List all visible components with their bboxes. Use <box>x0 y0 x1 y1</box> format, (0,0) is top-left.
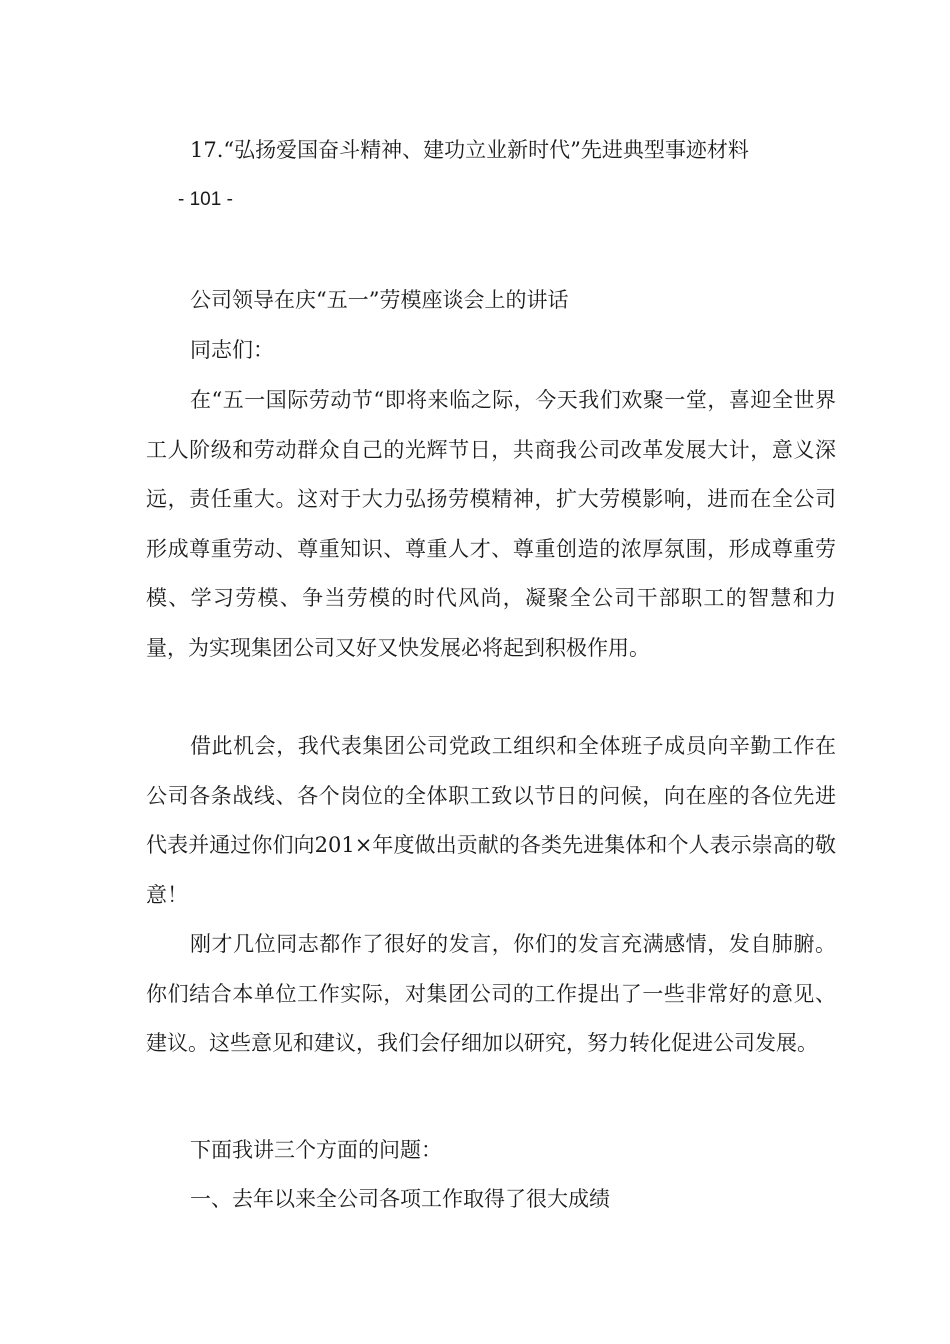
salutation: 同志们： <box>190 338 274 362</box>
intro-line: 下面我讲三个方面的问题： <box>190 1138 442 1162</box>
body-paragraph: 在“五一国际劳动节“即将来临之际，今天我们欢聚一堂，喜迎全世界工人阶级和劳动群众自己的光辉节日，共商我公司改革发展大计，意义深远，责任重大。这对于大力弘扬劳模精神，扩大劳模影响，进而在全公司形成尊重劳动、尊重知识、尊重人才、尊重创造的浓厚氛围，形成尊重劳模、学习劳模、争当劳模的时代风尚，凝聚全公司干部职工的智慧和力量，为实现集团公司又好又快发展必将起到积极作用。 <box>146 388 836 660</box>
body-paragraph: 借此机会，我代表集团公司党政工组织和全体班子成员向辛勤工作在公司各条战线、各个岗位的全体职工致以节日的问候，向在座的各位先进代表并通过你们向201×年度做出贡献的各类先进集体和个人表示崇高的敬意！ <box>146 734 836 907</box>
section-heading: 一、去年以来全公司各项工作取得了很大成绩 <box>190 1187 610 1211</box>
page-number: - 101 - <box>178 189 233 210</box>
body-paragraph: 刚才几位同志都作了很好的发言，你们的发言充满感情，发自肺腑。你们结合本单位工作实际，对集团公司的工作提出了一些非常好的意见、建议。这些意见和建议，我们会仔细加以研究，努力转化促进公司发展。 <box>146 932 836 1055</box>
toc-entry: 17.“弘扬爱国奋斗精神、建功立业新时代”先进典型事迹材料 <box>190 138 749 162</box>
speech-title: 公司领导在庆“五一”劳模座谈会上的讲话 <box>190 288 569 312</box>
